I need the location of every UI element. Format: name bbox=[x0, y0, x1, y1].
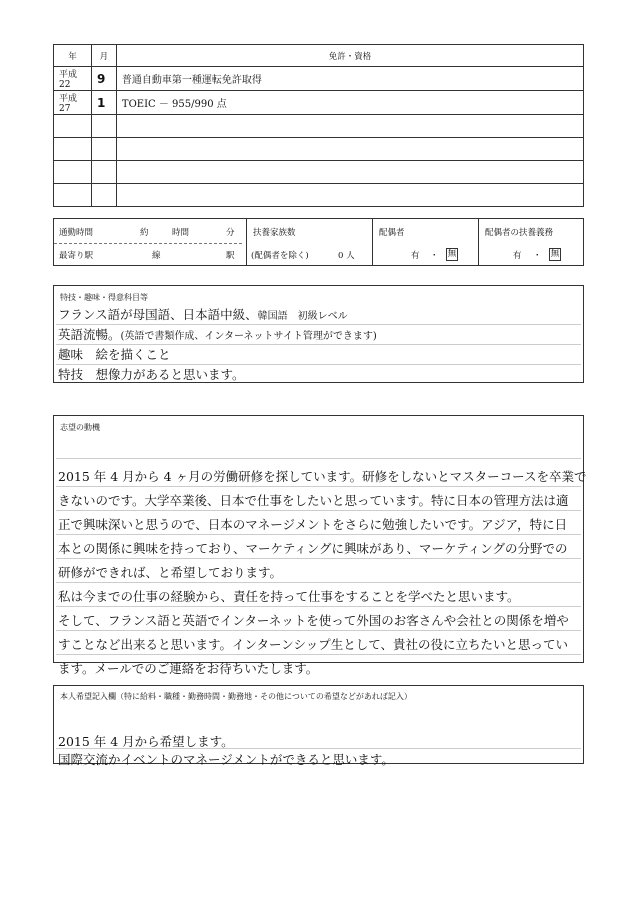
rule-line bbox=[56, 654, 581, 655]
requests-box bbox=[53, 685, 584, 767]
row-item bbox=[116, 184, 583, 207]
header-month: 月 bbox=[91, 45, 116, 67]
row-item: 普通自動車第一種運転免許取得 bbox=[116, 67, 583, 91]
support-yes: 有 bbox=[513, 251, 522, 261]
motivation-line: 正で興味深いと思うので、日本のマネージメントをさらに勉強したいです。アジア，特に日 bbox=[58, 517, 568, 532]
commute-divider bbox=[54, 243, 242, 244]
row-item bbox=[116, 161, 583, 184]
skills-line bbox=[58, 345, 171, 363]
row-year bbox=[54, 161, 92, 184]
dependents-value: 0 人 bbox=[338, 251, 355, 261]
row-month: 9 bbox=[91, 67, 116, 91]
station-line: 線 bbox=[152, 251, 161, 261]
spouse-no-box: 無 bbox=[447, 249, 457, 259]
header-year: 年 bbox=[54, 45, 92, 67]
requests-line: 国際交流かイベントのマネージメントができると思います。 bbox=[58, 752, 394, 767]
support-dot: ・ bbox=[533, 251, 542, 261]
requests-line: 2015 年 4 月から希望します。 bbox=[58, 734, 234, 749]
skills-line-main: 英語流暢。 bbox=[58, 327, 121, 342]
rule-line bbox=[56, 606, 581, 607]
dependents-cell bbox=[246, 219, 355, 265]
motivation-line: きないのです。大学卒業後、日本で仕事をしたいと思っています。特に日本の管理方法は適 bbox=[58, 493, 569, 508]
motivation-box bbox=[53, 415, 587, 676]
table-row bbox=[54, 115, 584, 138]
skills-line bbox=[58, 365, 245, 383]
row-item bbox=[116, 138, 583, 161]
license-header-row bbox=[54, 45, 584, 67]
motivation-label: 志望の動機 bbox=[60, 423, 100, 432]
requests-label: 本人希望記入欄（特に給料・職種・勤務時間・勤務地・その他についての希望などがあれば記入） bbox=[60, 692, 412, 701]
rule-line bbox=[56, 486, 581, 487]
station-station: 駅 bbox=[226, 251, 235, 261]
skills-line-main: 趣味 絵を描くこと bbox=[58, 347, 171, 362]
rule-line bbox=[56, 458, 581, 459]
commute-minutes: 分 bbox=[226, 228, 235, 238]
motivation-line: すことなど出来ると思います。インターンシップ生として、貴社の役に立ちたいと思ってい bbox=[58, 637, 568, 652]
commute-hours: 時間 bbox=[172, 228, 190, 238]
skills-line bbox=[58, 305, 348, 323]
skills-box bbox=[53, 285, 584, 383]
spouse-cell bbox=[372, 219, 457, 265]
spouse-label: 配偶者 bbox=[379, 228, 405, 238]
motivation-line: 研修ができれば、と希望しております。 bbox=[58, 565, 283, 580]
rule-line bbox=[56, 510, 581, 511]
support-cell bbox=[478, 219, 560, 265]
personal-info-box bbox=[53, 218, 584, 266]
row-year bbox=[54, 184, 92, 207]
support-no-box: 無 bbox=[550, 249, 560, 259]
motivation-line: ます。メールでのご連絡をお待ちいたします。 bbox=[58, 661, 319, 676]
row-month: 1 bbox=[91, 91, 116, 115]
table-row bbox=[54, 91, 584, 115]
skills-label: 特技・趣味・得意科目等 bbox=[60, 293, 148, 302]
header-item: 免許・資格 bbox=[116, 45, 583, 67]
row-item bbox=[116, 115, 583, 138]
rule-line bbox=[56, 558, 581, 559]
skills-line-main: 特技 想像力があると思います。 bbox=[58, 367, 245, 382]
skills-line-note: (英語で書類作成、インターネットサイト管理ができます) bbox=[120, 331, 377, 342]
support-label: 配偶者の扶養義務 bbox=[485, 228, 554, 238]
support-no bbox=[549, 248, 561, 261]
row-month bbox=[91, 138, 116, 161]
table-row bbox=[54, 138, 584, 161]
row-month bbox=[91, 115, 116, 138]
skills-line-note: 韓国語 初級レベル bbox=[257, 311, 348, 322]
motivation-line: 私は今までの仕事の経験から、責任を持って仕事をすることを学べたと思います。 bbox=[58, 589, 520, 604]
rule-line bbox=[56, 630, 581, 631]
rule-line bbox=[56, 534, 581, 535]
skills-line bbox=[58, 325, 377, 343]
rule-line bbox=[56, 582, 581, 583]
row-month bbox=[91, 161, 116, 184]
spouse-dot: ・ bbox=[430, 251, 439, 261]
station-label: 最寄り駅 bbox=[59, 251, 94, 261]
spouse-no bbox=[446, 248, 458, 261]
row-month bbox=[91, 184, 116, 207]
row-year bbox=[54, 138, 92, 161]
license-table bbox=[53, 44, 584, 207]
motivation-line: 本との関係に興味を持っており、マーケティングに興味があり、マーケティングの分野での bbox=[58, 541, 568, 556]
row-year: 平成 27 bbox=[54, 91, 92, 115]
table-row bbox=[54, 184, 584, 207]
commute-approx: 約 bbox=[140, 228, 149, 238]
motivation-line: そして、フランス語と英語でインターネットを使って外国のお客さんや会社との関係を増や bbox=[58, 613, 569, 628]
spouse-yes: 有 bbox=[411, 251, 420, 261]
dependents-note: (配偶者を除く) bbox=[251, 251, 309, 261]
dependents-label: 扶養家族数 bbox=[253, 228, 296, 238]
row-year: 平成 22 bbox=[54, 67, 92, 91]
skills-line-main: フランス語が母国語、日本語中級、 bbox=[58, 307, 258, 322]
table-row bbox=[54, 161, 584, 184]
row-year bbox=[54, 115, 92, 138]
row-item: TOEIC － 955/990 点 bbox=[116, 91, 583, 115]
commute-label: 通勤時間 bbox=[59, 228, 94, 238]
table-row bbox=[54, 67, 584, 91]
motivation-line: 2015 年 4 月から 4 ヶ月の労働研修を探しています。研修をしないとマスターコースを卒業で bbox=[58, 469, 587, 484]
